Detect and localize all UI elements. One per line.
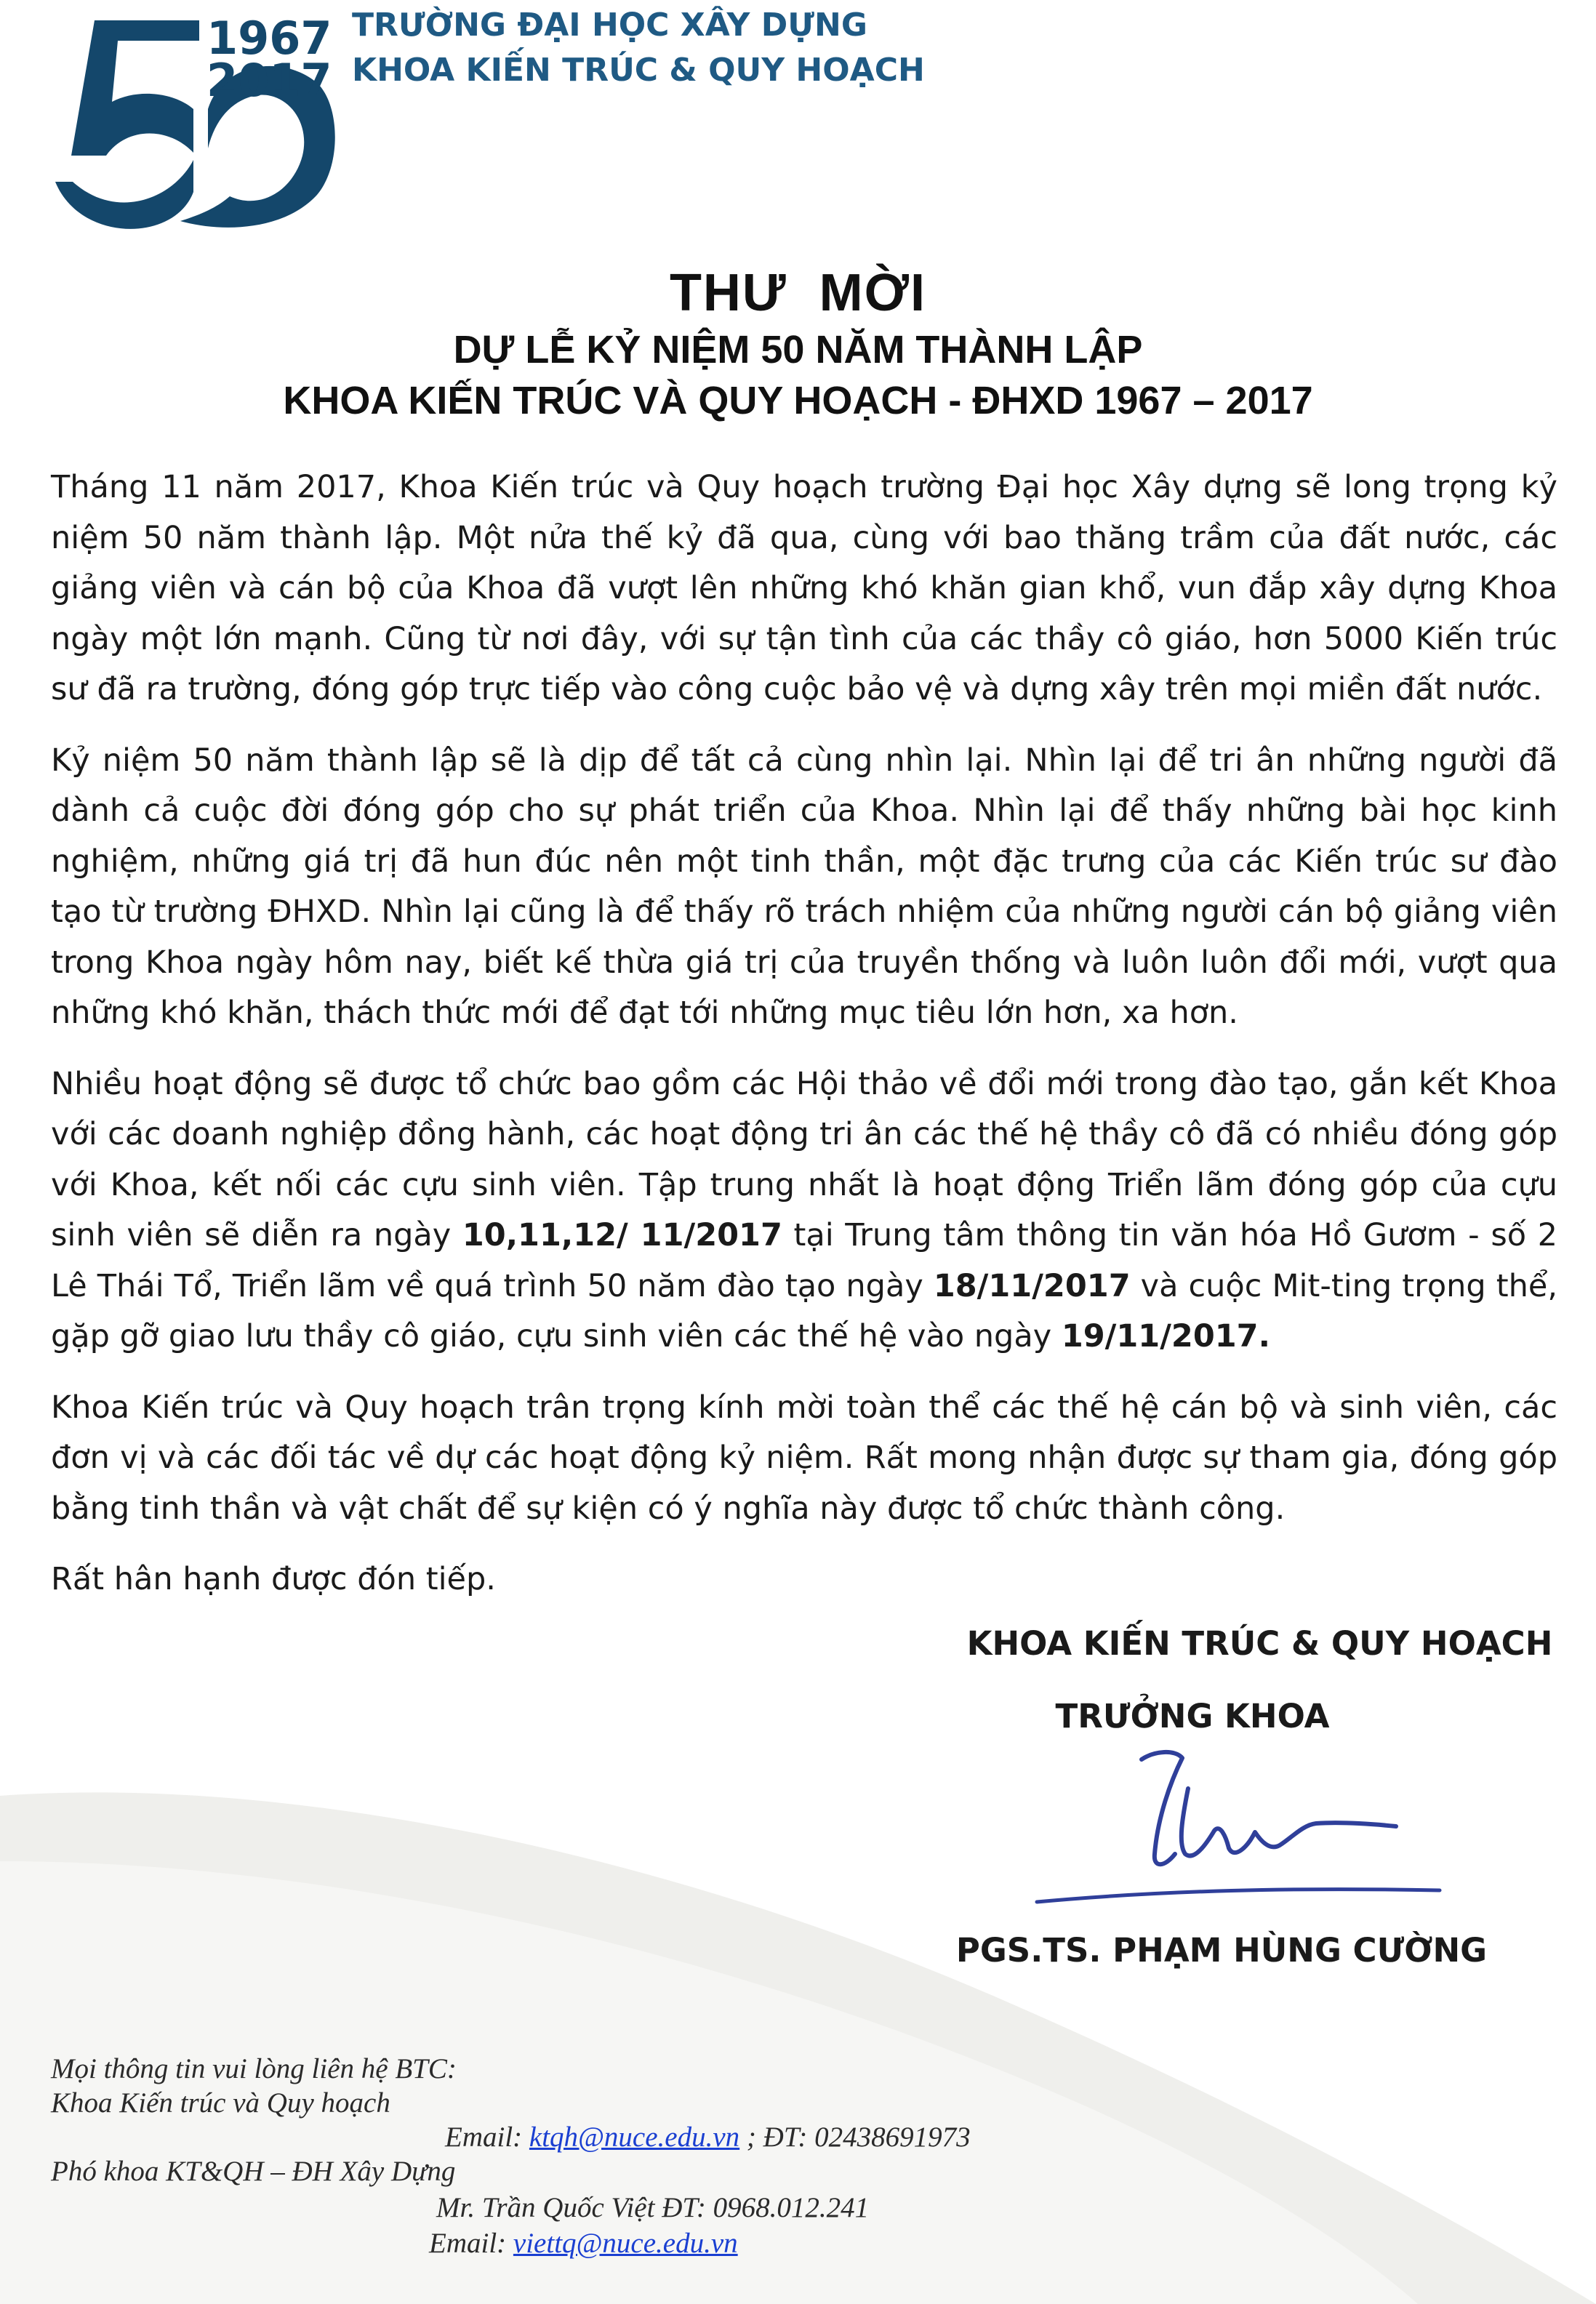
paragraph-invitation: Khoa Kiến trúc và Quy hoạch trân trọng kính mời toàn thể các thế hệ cán bộ và sinh viên, các đơn vị và các đối tác về dự các hoạt động kỷ niệm. Rất mong nhận được sự tham gia, đóng góp bằng tinh thần và vật chất để sự kiện có ý nghĩa này được tổ chức thành công. bbox=[51, 1389, 1557, 1527]
signature-role: TRƯỞNG KHOA bbox=[1055, 1697, 1330, 1735]
logo-year-end: 2017 bbox=[206, 54, 332, 107]
title-subline-1: DỰ LỄ KỶ NIỆM 50 NĂM THÀNH LẬP bbox=[453, 328, 1143, 372]
activities-text-b: tại Trung tâm thông tin văn hóa Hồ Gươm - số 2 Lê Thái Tổ, Triển lãm về quá trình 50 năm đào tạo ngày bbox=[51, 1217, 1558, 1304]
contact-faculty: Khoa Kiến trúc và Quy hoạch bbox=[51, 2087, 390, 2119]
handwritten-signature bbox=[1032, 1745, 1454, 1919]
training-exhibition-date: 18/11/2017 bbox=[933, 1267, 1131, 1304]
contact-email-line-2 bbox=[429, 2226, 738, 2260]
institution-header bbox=[352, 3, 925, 93]
institution-name: TRƯỜNG ĐẠI HỌC XÂY DỰNG bbox=[352, 7, 867, 44]
meeting-date: 19/11/2017. bbox=[1061, 1318, 1270, 1354]
letter-body bbox=[51, 462, 1557, 1626]
faculty-phone: ; ĐT: 02438691973 bbox=[739, 2122, 971, 2153]
paragraph-activities bbox=[51, 1059, 1557, 1362]
faculty-name: KHOA KIẾN TRÚC & QUY HOẠCH bbox=[352, 52, 925, 89]
exhibition-dates: 10,11,12/ 11/2017 bbox=[462, 1217, 782, 1253]
email-label: Email: bbox=[445, 2122, 529, 2153]
contact-person: Mr. Trần Quốc Việt ĐT: 0968.012.241 bbox=[436, 2192, 870, 2223]
title-subline-2: KHOA KIẾN TRÚC VÀ QUY HOẠCH - ĐHXD 1967 – 2017 bbox=[283, 379, 1313, 422]
person-email-link[interactable]: viettq@nuce.edu.vn bbox=[513, 2228, 738, 2259]
letter-title bbox=[0, 262, 1596, 426]
logo-year-start: 1967 bbox=[206, 12, 332, 65]
contact-vice-dean: Phó khoa KT&QH – ĐH Xây Dựng bbox=[51, 2156, 456, 2187]
email-label: Email: bbox=[429, 2228, 513, 2259]
page-title: THƯ MỜI bbox=[669, 264, 927, 322]
faculty-email-link[interactable]: ktqh@nuce.edu.vn bbox=[529, 2122, 740, 2153]
activities-text-a: Nhiều hoạt động sẽ được tổ chức bao gồm các Hội thảo về đổi mới trong đào tạo, gắn kết Khoa với các doanh nghiệp đồng hành, các hoạt động tri ân các thế hệ thầy cô đã có nhiều đóng góp với Khoa, kết nối các cựu sinh viên. Tập trung nhất là hoạt động Triển lãm đóng góp của cựu sinh viên sẽ diễn ra ngày bbox=[51, 1065, 1557, 1253]
paragraph-intro: Tháng 11 năm 2017, Khoa Kiến trúc và Quy hoạch trường Đại học Xây dựng sẽ long trọng kỷ niệm 50 năm thành lập. Một nửa thế kỷ đã qua, cùng với bao thăng trầm của đất nước, các giảng viên và cán bộ của Khoa đã vượt lên những khó khăn gian khổ, vun đắp xây dựng Khoa ngày một lớn mạnh. Cũng từ nơi đây, với sự tận tình của các thầy cô giáo, hơn 5000 Kiến trúc sư đã ra trường, đóng góp trực tiếp vào công cuộc bảo vệ và dựng xây trên mọi miền đất nước. bbox=[51, 469, 1557, 707]
signatory-name: PGS.TS. PHẠM HÙNG CƯỜNG bbox=[955, 1931, 1488, 1970]
signature-organization: KHOA KIẾN TRÚC & QUY HOẠCH bbox=[966, 1624, 1553, 1663]
contact-intro: Mọi thông tin vui lòng liên hệ BTC: bbox=[51, 2053, 457, 2084]
activities-text-c: và cuộc Mit-ting trọng thể, gặp gỡ giao lưu thầy cô giáo, cựu sinh viên các thế hệ vào ngày bbox=[51, 1267, 1557, 1354]
anniversary-50-logo bbox=[51, 10, 342, 243]
paragraph-reflection: Kỷ niệm 50 năm thành lập sẽ là dịp để tất cả cùng nhìn lại. Nhìn lại để tri ân những người đã dành cả cuộc đời đóng góp cho sự phát triển của Khoa. Nhìn lại để thấy những bài học kinh nghiệm, những giá trị đã hun đúc nên một tinh thần, một đặc trưng của các Kiến trúc sư đào tạo từ trường ĐHXD. Nhìn lại cũng là để thấy rõ trách nhiệm của những người cán bộ giảng viên trong Khoa ngày hôm nay, biết kế thừa giá trị của truyền thống và luôn luôn đổi mới, vượt qua những khó khăn, thách thức mới để đạt tới những mục tiêu lớn hơn, xa hơn. bbox=[51, 742, 1557, 1031]
contact-email-line-1 bbox=[445, 2120, 971, 2154]
paragraph-closing: Rất hân hạnh được đón tiếp. bbox=[51, 1561, 496, 1597]
